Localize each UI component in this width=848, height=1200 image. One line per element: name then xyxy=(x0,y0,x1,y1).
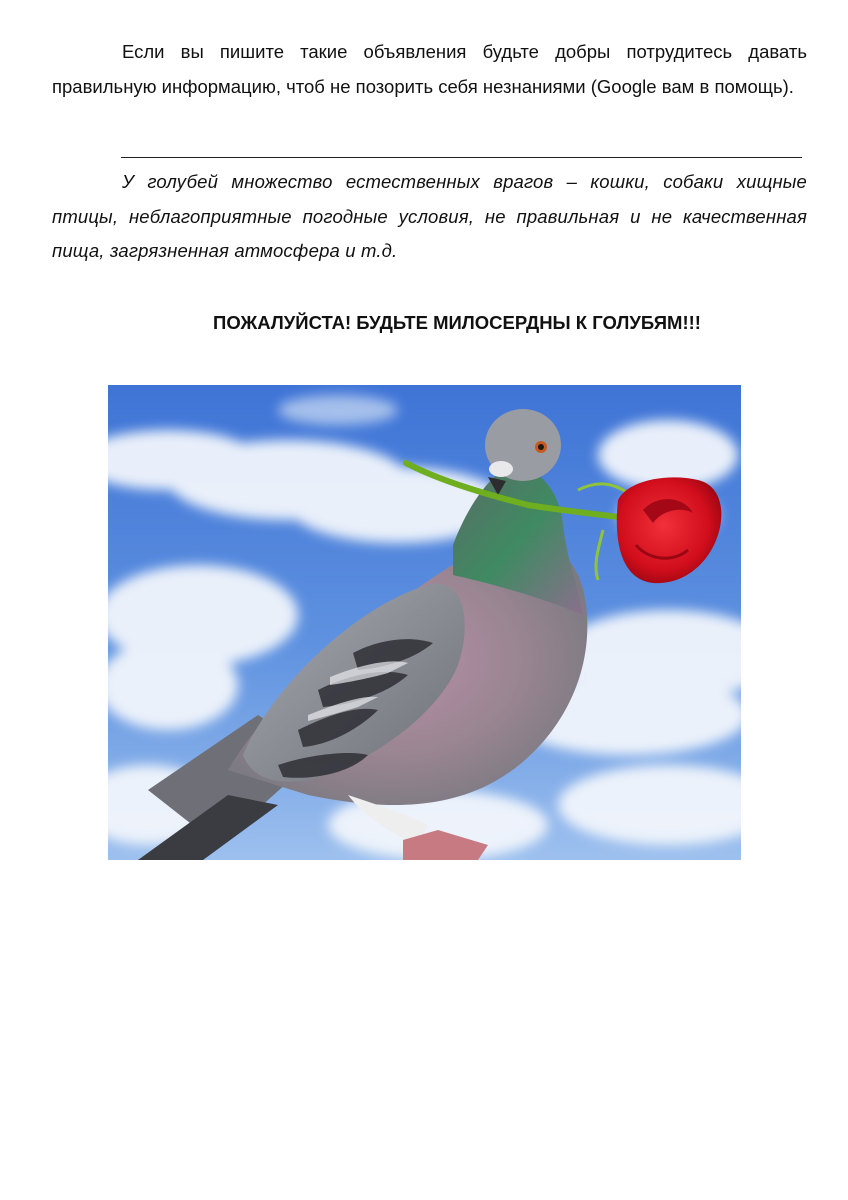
appeal-heading: ПОЖАЛУЙСТА! БУДЬТЕ МИЛОСЕРДНЫ К ГОЛУБЯМ!!! xyxy=(213,312,701,333)
intro-paragraph: Если вы пишите такие объявления будьте добры потрудитесь давать правильную информацию, чтоб не позорить себя незнаниями (Google вам в помощь). xyxy=(52,41,807,97)
pigeon-rose-photo xyxy=(108,385,741,860)
separator-line xyxy=(121,157,802,158)
enemies-paragraph: У голубей множество естественных врагов – кошки, собаки хищные птицы, неблагоприятные погодные условия, не правильная и не качественная пища, загрязненная атмосфера и т.д. xyxy=(52,171,807,261)
